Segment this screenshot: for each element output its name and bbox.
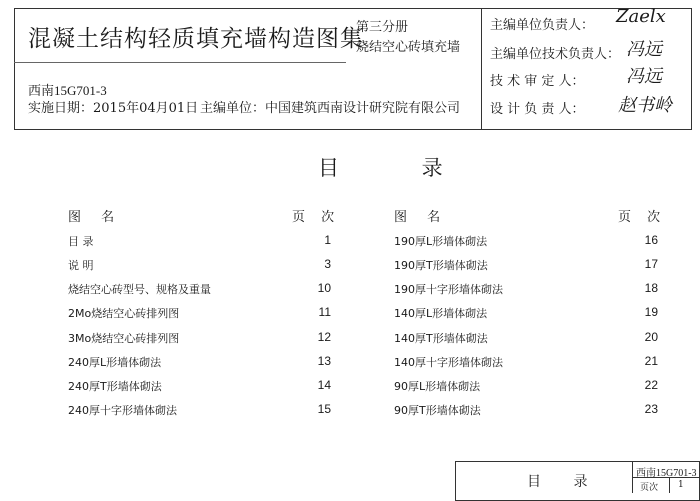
signature: 赵书岭 (618, 95, 672, 116)
editing-organization: 主编单位：中国建筑西南设计研究院有限公司 (200, 101, 461, 116)
toc-title: 目 录 (318, 156, 481, 180)
book-title: 混凝土结构轻质填充墙构造图集 (28, 26, 364, 52)
toc-item[interactable]: 说 明 (68, 259, 94, 272)
header-rule (14, 62, 346, 63)
title-block-atlas-number: 西南15G701-3 (636, 468, 697, 479)
role-label: 主编单位技术负责人： (490, 47, 621, 62)
title-block-page-value: 1 (678, 480, 684, 490)
toc-item[interactable]: 烧结空心砖型号、规格及重量 (68, 283, 211, 296)
role-label: 技 术 审 定 人： (490, 74, 585, 89)
toc-page: 21 (644, 354, 658, 368)
implementation-date: 实施日期：2015年04月01日 (28, 101, 199, 116)
toc-item[interactable]: 目 录 (68, 235, 94, 248)
signature: 冯远 (626, 39, 662, 60)
volume-subject: 烧结空心砖填充墙 (356, 40, 461, 55)
col-header-page: 页 次 (292, 210, 341, 225)
toc-page: 16 (644, 233, 658, 247)
col-header-page: 页 次 (618, 210, 667, 225)
title-block-divider (669, 477, 670, 493)
toc-page: 17 (644, 257, 658, 271)
toc-page: 3 (324, 257, 331, 271)
toc-item[interactable]: 140厚L形墙体砌法 (394, 307, 488, 320)
toc-item[interactable]: 90厚T形墙体砌法 (394, 404, 481, 417)
title-block-page-label: 页次 (640, 483, 659, 493)
col-header-name: 图 名 (68, 210, 123, 225)
header-divider (481, 8, 482, 130)
toc-page: 14 (317, 378, 331, 392)
toc-page: 23 (644, 402, 658, 416)
toc-page: 18 (644, 281, 658, 295)
toc-item[interactable]: 90厚L形墙体砌法 (394, 380, 481, 393)
toc-item[interactable]: 2Mo烧结空心砖排列图 (68, 307, 180, 320)
col-header-name: 图 名 (394, 210, 449, 225)
toc-page: 22 (644, 378, 658, 392)
toc-item[interactable]: 190厚十字形墙体砌法 (394, 283, 503, 296)
toc-item[interactable]: 240厚十字形墙体砌法 (68, 404, 177, 417)
toc-item[interactable]: 240厚T形墙体砌法 (68, 380, 162, 393)
toc-item[interactable]: 240厚L形墙体砌法 (68, 356, 162, 369)
role-label: 主编单位负责人： (490, 18, 595, 33)
toc-page: 15 (317, 402, 331, 416)
toc-page: 1 (324, 233, 331, 247)
toc-page: 20 (644, 330, 658, 344)
toc-page: 12 (317, 330, 331, 344)
signature: 冯远 (626, 66, 662, 87)
toc-page: 10 (317, 281, 331, 295)
toc-item[interactable]: 190厚T形墙体砌法 (394, 259, 488, 272)
toc-page: 11 (318, 305, 331, 319)
toc-page: 19 (644, 305, 658, 319)
role-label: 设 计 负 责 人： (490, 102, 585, 117)
toc-page: 13 (317, 354, 331, 368)
signature: Zaelx (616, 6, 666, 27)
toc-item[interactable]: 190厚L形墙体砌法 (394, 235, 488, 248)
toc-item[interactable]: 3Mo烧结空心砖排列图 (68, 332, 180, 345)
toc-item[interactable]: 140厚十字形墙体砌法 (394, 356, 503, 369)
volume-label: 第三分册 (356, 20, 409, 35)
atlas-number: 西南15G701-3 (28, 83, 107, 98)
toc-item[interactable]: 140厚T形墙体砌法 (394, 332, 488, 345)
title-block-title: 目 录 (527, 474, 602, 490)
